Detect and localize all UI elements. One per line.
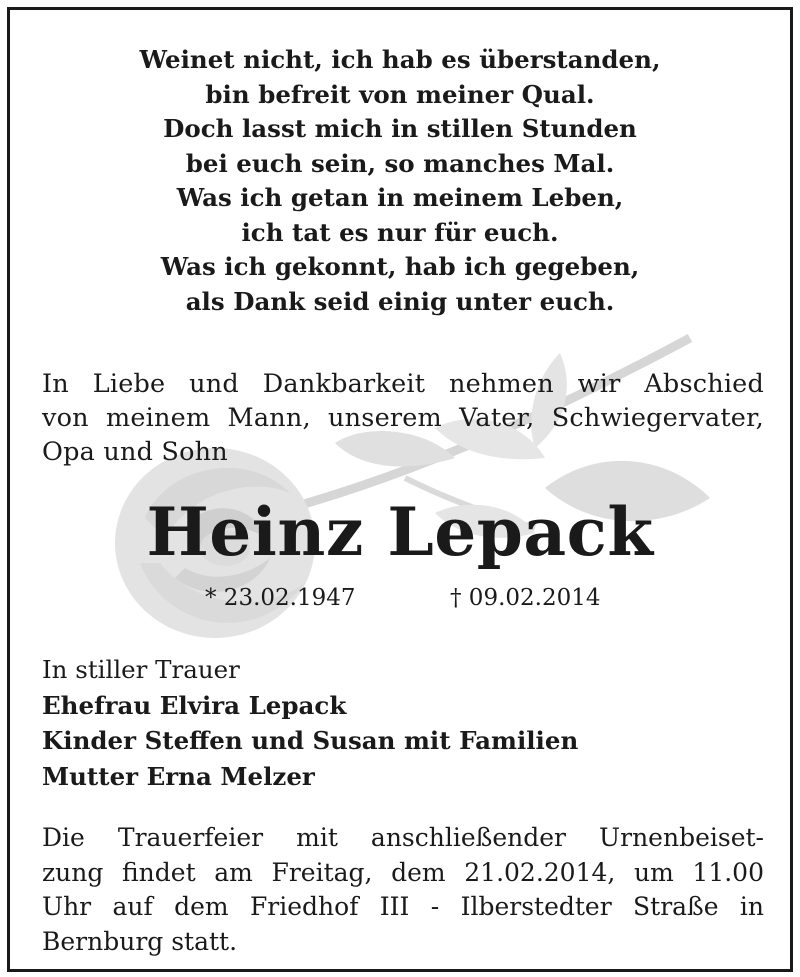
intro-line: In Liebe und Dankbarkeit nehmen wir Abschied bbox=[42, 369, 764, 399]
poem-line: Was ich gekonnt, hab ich gegeben, bbox=[160, 252, 640, 281]
deceased-name: Heinz Lepack bbox=[146, 493, 654, 571]
intro-line: von meinem Mann, unserem Vater, Schwiegervater, bbox=[42, 403, 764, 433]
service-info bbox=[42, 821, 764, 959]
poem-line: bei euch sein, so manches Mal. bbox=[185, 148, 615, 178]
mourner-line: Mutter Erna Melzer bbox=[42, 761, 315, 791]
obituary-card bbox=[7, 7, 793, 972]
mourners bbox=[42, 652, 578, 794]
intro-line: Opa und Sohn bbox=[42, 437, 228, 467]
poem bbox=[10, 43, 790, 319]
birth-date: * 23.02.1947 bbox=[205, 585, 356, 611]
poem-line: als Dank seid einig unter euch. bbox=[185, 286, 615, 316]
service-line: Uhr auf dem Friedhof III - Ilberstedter Straße in bbox=[42, 892, 764, 921]
poem-line: ich tat es nur für euch. bbox=[241, 217, 559, 247]
poem-line: Weinet nicht, ich hab es überstanden, bbox=[139, 45, 661, 74]
service-line: zung findet am Freitag, dem 21.02.2014, um 11.00 bbox=[42, 857, 764, 887]
poem-line: Was ich getan in meinem Leben, bbox=[176, 183, 624, 212]
service-line: Bernburg statt. bbox=[42, 926, 238, 956]
mourner-line: Kinder Steffen und Susan mit Familien bbox=[42, 726, 579, 755]
death-date: † 09.02.2014 bbox=[450, 585, 601, 611]
poem-line: bin befreit von meiner Qual. bbox=[205, 79, 595, 109]
poem-line: Doch lasst mich in stillen Stunden bbox=[163, 114, 637, 143]
mourners-heading: In stiller Trauer bbox=[42, 655, 240, 684]
mourner-line: Ehefrau Elvira Lepack bbox=[42, 690, 347, 720]
service-line: Die Trauerfeier mit anschließender Urnenbeiset- bbox=[42, 823, 764, 852]
intro-text bbox=[42, 367, 764, 469]
